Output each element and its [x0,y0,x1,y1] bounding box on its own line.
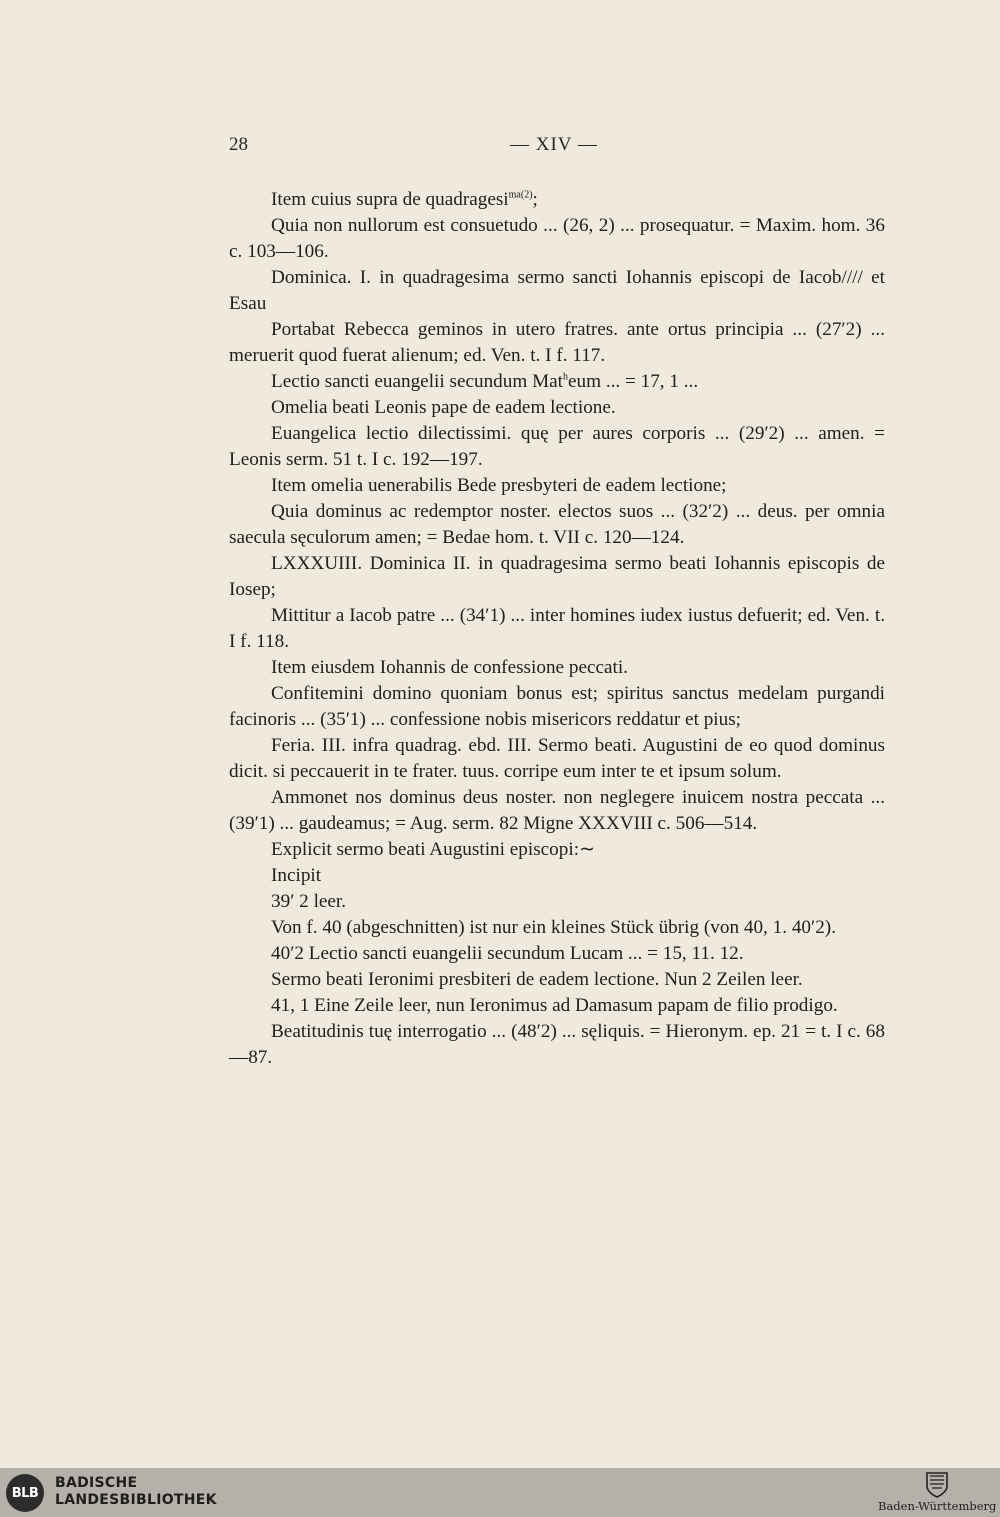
state-name: Baden-Württemberg [878,1499,997,1513]
paragraph: Sermo beati Ieronimi presbiteri de eadem lectione. Nun 2 Zeilen leer. [271,969,803,990]
paragraph: Lectio sancti euangelii secundum Mat$^h$eum ... = 17, 1 ... [271,371,699,392]
paragraph: 41, 1 Eine Zeile leer, nun Ieronimus ad Damasum papam de filio prodigo. [271,995,838,1016]
paragraph: Mittitur a Iacob patre ... (34′1) ... inter homines iudex iustus defuerit; ed. Ven. t. I f. 118. [229,605,885,652]
paragraph: LXXXUIII. Dominica II. in quadragesima sermo beati Iohannis episcopis de Iosep; [229,553,885,600]
paragraph: Confitemini domino quoniam bonus est; spiritus sanctus medelam purgandi facinoris ... (35′1) ... confessione nobis misericors reddatur et pius; [229,683,885,730]
paragraph: Item cuius supra de quadragesi$^{ma(2)}$; [271,189,538,210]
paragraph: Portabat Rebecca geminos in utero fratres. ante ortus principia ... (27′2) ... meruerit quod fuerat alienum; ed. Ven. t. I f. 117. [229,319,885,366]
paragraph: Quia dominus ac redemptor noster. electos suos ... (32′2) ... deus. per omnia saecula sęculorum amen; = Bedae hom. t. VII c. 120—124. [229,501,885,548]
paragraph: Ammonet nos dominus deus noster. non neglegere inuicem nostra peccata ... (39′1) ... gaudeamus; = Aug. serm. 82 Migne XXXVIII c. 506—514. [229,787,885,834]
paragraph: Item omelia uenerabilis Bede presbyteri de eadem lectione; [271,475,727,496]
paragraph: Beatitudinis tuę interrogatio ... (48′2) ... sęliquis. = Hieronym. ep. 21 = t. I c. 68—87. [229,1021,885,1068]
paragraph: Item eiusdem Iohannis de confessione peccati. [271,657,628,678]
library-name[interactable] [55,1475,217,1509]
paragraph: Dominica. I. in quadragesima sermo sancti Iohannis episcopi de Iacob//// et Esau [229,267,885,314]
library-name-line2: LANDESBIBLIOTHEK [55,1492,217,1508]
paragraph: 39′ 2 leer. [271,891,347,912]
page-header [229,134,889,160]
page-number: 28 [229,134,248,155]
paragraph: Feria. III. infra quadrag. ebd. III. Sermo beati. Augustini de eo quod dominus dicit. si peccauerit in te frater. tuus. corripe eum inter te et ipsum solum. [229,735,885,782]
paragraph: Incipit [271,865,322,886]
paragraph: 40′2 Lectio sancti euangelii secundum Lucam ... = 15, 11. 12. [271,943,744,964]
paragraph: Explicit sermo beati Augustini episcopi:∼ [271,839,596,860]
paragraph: Omelia beati Leonis pape de eadem lectione. [271,397,616,418]
paragraph: Von f. 40 (abgeschnitten) ist nur ein kleines Stück übrig (von 40, 1. 40′2). [271,917,836,938]
paragraph: Euangelica lectio dilectissimi. quę per aures corporis ... (29′2) ... amen. = Leonis serm. 51 t. I c. 192—197. [229,423,885,470]
blb-logo-icon[interactable]: BLB [6,1474,44,1512]
body-text [229,187,885,1071]
paragraph: Quia non nullorum est consuetudo ... (26, 2) ... prosequatur. = Maxim. hom. 36 c. 103—106. [229,215,885,262]
running-head: — XIV — [510,134,598,155]
coat-of-arms-icon [925,1471,949,1499]
library-name-line1: BADISCHE [55,1475,138,1491]
viewer-footer [0,1468,1000,1517]
